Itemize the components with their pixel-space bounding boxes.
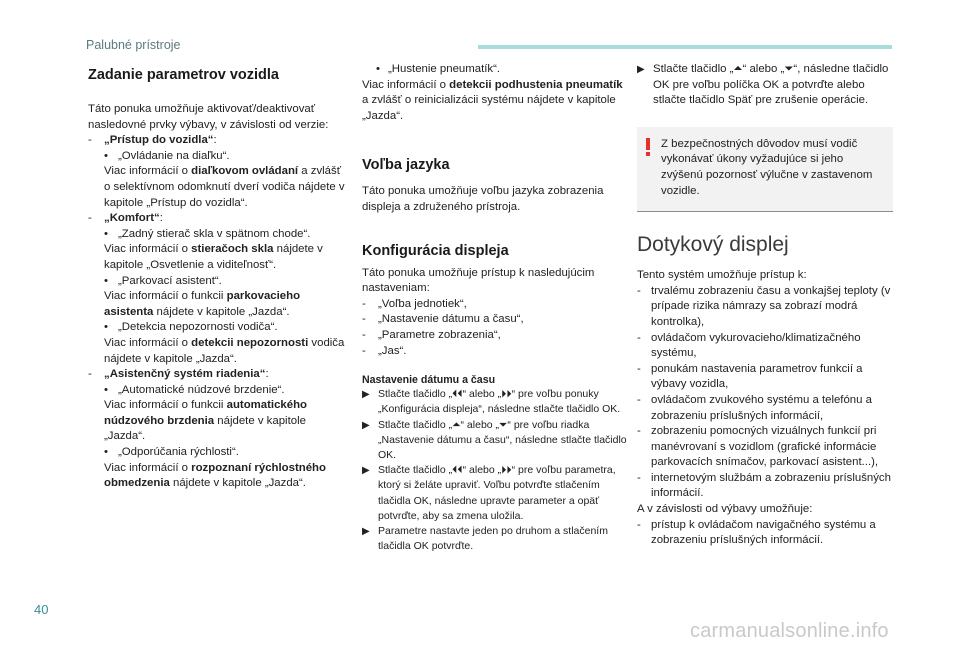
comfort-item-park-assist: • „Parkovací asistent“. [88, 274, 346, 290]
arrow-bullet-icon: ▶ [362, 525, 370, 537]
access-info: Viac informácií o diaľkovom ovládaní a zvlášť o selektívnom odomknutí dverí vodiča nájdete v kapitole „Prístup do vozidla“. [104, 165, 345, 209]
comfort-item-drowsiness: • „Detekcia nepozornosti vodiča“. [88, 320, 346, 336]
touch-extra-item: - prístup k ovládačom navigačného systému a zobrazeniu príslušných informácií. [637, 518, 893, 549]
date-step: ▶ Parametre nastavte jeden po druhom a stlačením tlačidla OK potvrďte. [362, 524, 608, 553]
touch-item: - ponukám nastavenia parametrov funkcií a výbavy vozidla, [637, 362, 893, 393]
comfort-info-park: Viac informácií o funkcii parkovacieho asistenta nájdete v kapitole „Jazda“. [104, 290, 301, 318]
assist-item-aeb: • „Automatické núdzové brzdenie“. [88, 383, 346, 399]
tyre-item: • „Hustenie pneumatík“. [374, 62, 628, 78]
comfort-item-rear-wiper: • „Zadný stierač skla v spätnom chode“. [88, 227, 346, 243]
language-heading: Voľba jazyka [362, 157, 450, 174]
access-group [88, 133, 346, 149]
arrow-bullet-icon: ▶ [362, 419, 370, 431]
tyre-info: Viac informácií o detekcii podhustenia pneumatík a zvlášť o reinicializácii systému nájdete v kapitole „Jazda“. [362, 78, 623, 122]
header-accent-bar [478, 45, 892, 49]
arrow-bullet-icon: ▶ [362, 465, 370, 477]
touch-screen-heading: Dotykový displej [637, 233, 789, 257]
assist-suffix: : [265, 368, 269, 381]
display-config-intro: Táto ponuka umožňuje prístup k nasledujúcim nastaveniam: [362, 266, 595, 295]
assist-title: „Asistenčný systém riadenia“ [104, 368, 266, 381]
display-item: - „Parametre zobrazenia“, [362, 328, 628, 344]
access-suffix: : [213, 134, 217, 147]
warning-box [637, 127, 893, 212]
column-vehicle-settings [88, 62, 346, 492]
warning-exclamation-icon [645, 138, 651, 156]
comfort-info-wiper: Viac informácií o stieračoch skla nájdete v kapitole „Osvetlenie a viditeľnosť“. [104, 243, 323, 271]
touch-intro: Tento systém umožňuje prístup k: [637, 269, 807, 282]
access-title: „Prístup do vozidla“ [104, 134, 214, 147]
access-item-remote: • „Ovládanie na diaľku“. [88, 149, 346, 165]
vehicle-settings-intro: Táto ponuka umožňuje aktivovať/deaktivovať nasledovné prvky výbavy, v závislosti od verzie: [88, 103, 329, 131]
assist-info-aeb: Viac informácií o funkcii automatického núdzového brzdenia nájdete v kapitole „Jazda“. [104, 399, 307, 443]
date-step: ▶ Stlačte tlačidlo „⏶“ alebo „⏷“ pre voľbu riadka „Nastavenie dátumu a času“, následne stlačte tlačidlo OK. [362, 418, 627, 461]
display-item: - „Jas“. [362, 344, 628, 360]
column-language-display [362, 62, 628, 554]
watermark: carmanualsonline.info [690, 620, 889, 642]
comfort-title: „Komfort“ [104, 212, 160, 225]
comfort-suffix: : [159, 212, 163, 225]
date-step: ▶ Stlačte tlačidlo „⏴⏴“ alebo „⏵⏵“ pre voľbu ponuky „Konfigurácia displeja“, následne stlačte tlačidlo OK. [362, 388, 621, 416]
touch-item: - ovládačom zvukového systému a telefónu a zobrazeniu príslušných informácií, [637, 393, 893, 424]
page-number: 40 [34, 602, 49, 617]
date-step: ▶ Stlačte tlačidlo „⏴⏴“ alebo „⏵⏵“ pre voľbu parametra, ktorý si želáte upraviť. Voľbu potvrďte stlačením tlačidla OK, následne upravte parameter a opäť potvrďte, aby sa zmena uložila. [362, 464, 616, 522]
touch-item: - trvalému zobrazeniu času a vonkajšej teploty (v prípade rizika námrazy sa zobrazí modrá kontrolka), [637, 284, 893, 331]
column-touch-screen [637, 62, 893, 549]
touch-extra-intro: A v závislosti od výbavy umožňuje: [637, 503, 813, 516]
comfort-info-drowsiness: Viac informácií o detekcii nepozornosti vodiča nájdete v kapitole „Jazda“. [104, 336, 345, 365]
touch-item: - zobrazeniu pomocných vizuálnych funkcií pri manévrovaní s vozidlom (grafické informácie parkovacích snímačov, parkovací asistent...), [637, 424, 893, 471]
language-text: Táto ponuka umožňuje voľbu jazyka zobrazenia displeja a združeného prístroja. [362, 185, 604, 213]
display-item: - „Voľba jednotiek“, [362, 297, 628, 313]
section-header-label: Palubné prístroje [86, 38, 181, 52]
touch-item: - ovládačom vykurovacieho/klimatizačného systému, [637, 331, 893, 362]
vehicle-settings-heading: Zadanie parametrov vozidla [88, 67, 279, 83]
arrow-bullet-icon: ▶ [362, 389, 370, 401]
display-config-heading: Konfigurácia displeja [362, 242, 509, 259]
assist-group [88, 367, 346, 383]
comfort-group [88, 211, 346, 227]
display-item: - „Nastavenie dátumu a času“, [362, 312, 628, 328]
date-time-heading: Nastavenie dátumu a času [362, 374, 496, 387]
assist-item-speed: • „Odporúčania rýchlosti“. [88, 445, 346, 461]
confirm-step: ▶ Stlačte tlačidlo „⏶“ alebo „⏷“, následne tlačidlo OK pre voľbu políčka OK a potvrďte alebo stlačte tlačidlo Späť pre zrušenie operácie. [637, 63, 889, 107]
arrow-bullet-icon: ▶ [637, 64, 645, 75]
assist-info-speed: Viac informácií o rozpoznaní rýchlostného obmedzenia nájdete v kapitole „Jazda“. [104, 461, 326, 490]
warning-text: Z bezpečnostných dôvodov musí vodič vykonávať úkony vyžadujúce si jeho zvýšenú pozornosť výlučne v zastavenom vozidle. [661, 137, 873, 197]
touch-item: - internetovým službám a zobrazeniu príslušných informácií. [637, 471, 893, 502]
